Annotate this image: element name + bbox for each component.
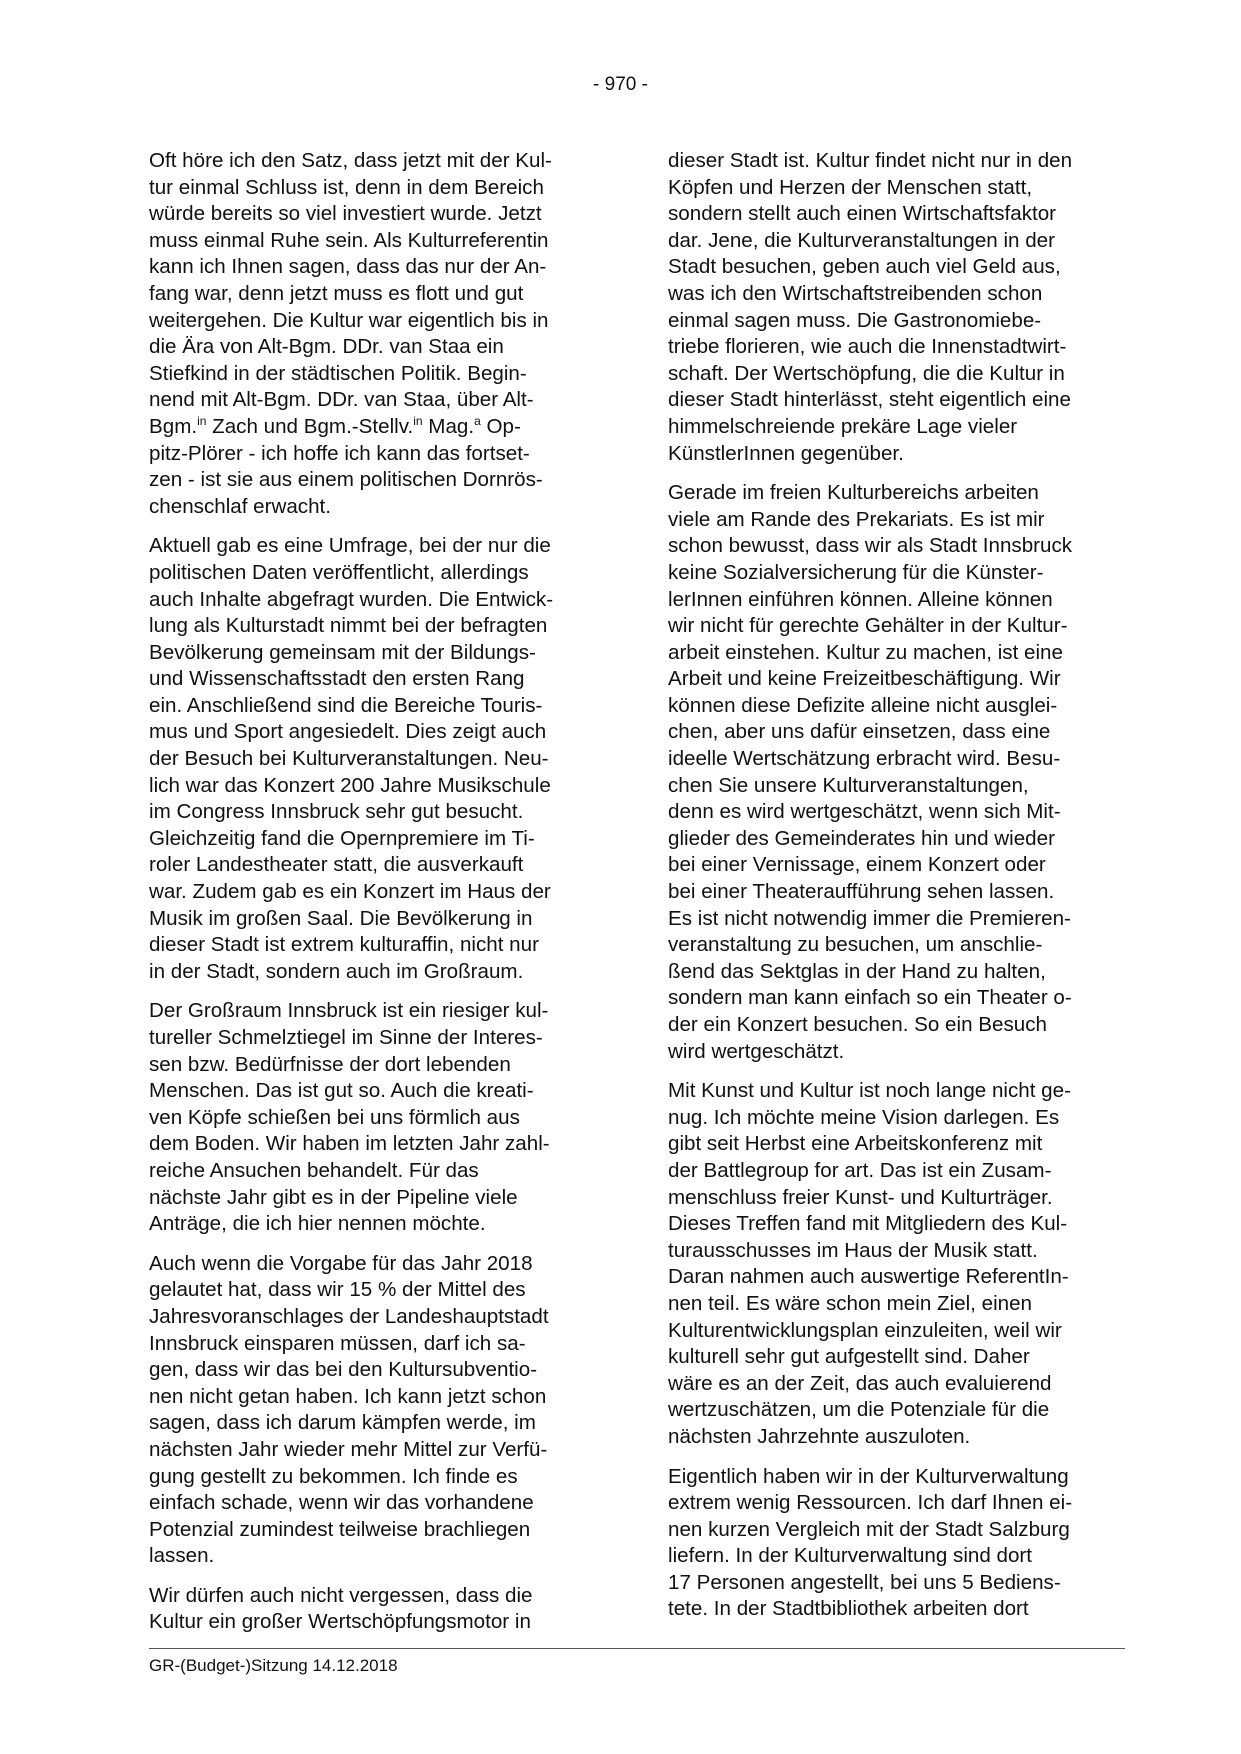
- paragraph: [149, 1251, 599, 1570]
- text-line: lung als Kulturstadt nimmt bei der befragten: [149, 614, 548, 638]
- text-line: gung gestellt zu bekommen. Ich finde es: [149, 1464, 518, 1488]
- text-line: würde bereits so viel investiert wurde. Jetzt: [149, 202, 542, 226]
- text-line: menschluss freier Kunst- und Kulturträger.: [668, 1185, 1053, 1209]
- text-line: Eigentlich haben wir in der Kulturverwaltung: [668, 1464, 1069, 1488]
- text-line: wird wertgeschätzt.: [668, 1039, 845, 1063]
- text-line: weitergehen. Die Kultur war eigentlich bis in: [149, 308, 549, 332]
- text-line: Gerade im freien Kulturbereichs arbeiten: [668, 481, 1039, 505]
- superscript: in: [197, 413, 207, 428]
- text-line: sen bzw. Bedürfnisse der dort lebenden: [149, 1052, 511, 1076]
- text-line: in der Stadt, sondern auch im Großraum.: [149, 959, 524, 983]
- text-line: fang war, denn jetzt muss es flott und gut: [149, 281, 524, 305]
- text-line: lassen.: [149, 1544, 215, 1568]
- text-line: was ich den Wirtschaftstreibenden schon: [668, 281, 1043, 305]
- text-line: kann ich Ihnen sagen, dass das nur der An-: [149, 255, 547, 279]
- text-line: Dieses Treffen fand mit Mitgliedern des Kul-: [668, 1212, 1068, 1236]
- text-line: roler Landestheater statt, die ausverkauft: [149, 853, 524, 877]
- text-line: nen kurzen Vergleich mit der Stadt Salzburg: [668, 1517, 1070, 1541]
- page-number: - 970 -: [593, 74, 648, 95]
- text-line: wertzuschätzen, um die Potenziale für die: [668, 1398, 1050, 1422]
- text-line: schon bewusst, dass wir als Stadt Innsbruck: [668, 534, 1073, 558]
- text-line: extrem wenig Ressourcen. Ich darf Ihnen ei-: [668, 1491, 1073, 1515]
- left-column: [149, 148, 599, 1649]
- text-line: dieser Stadt ist extrem kulturaffin, nicht nur: [149, 933, 539, 957]
- text-line: Kultur ein großer Wertschöpfungsmotor in: [149, 1610, 531, 1634]
- text-line: dieser Stadt hinterlässt, steht eigentlich eine: [668, 388, 1071, 412]
- text-line: tur einmal Schluss ist, denn in dem Bereich: [149, 175, 544, 199]
- text-line: und Wissenschaftsstadt den ersten Rang: [149, 667, 525, 691]
- text-line: nen nicht getan haben. Ich kann jetzt schon: [149, 1384, 547, 1408]
- text-line: Stiefkind in der städtischen Politik. Begin-: [149, 361, 527, 385]
- text-line: liefern. In der Kulturverwaltung sind dort: [668, 1544, 1033, 1568]
- text-line: die Ära von Alt-Bgm. DDr. van Staa ein: [149, 335, 504, 359]
- text-line: Es ist nicht notwendig immer die Premieren-: [668, 906, 1071, 930]
- text-line: auch Inhalte abgefragt wurden. Die Entwick-: [149, 587, 554, 611]
- text-line: einmal sagen muss. Die Gastronomiebe-: [668, 308, 1042, 332]
- text-line: einfach schade, wenn wir das vorhandene: [149, 1491, 534, 1515]
- paragraph: [149, 148, 599, 520]
- text-line: gen, dass wir das bei den Kultursubventio-: [149, 1358, 538, 1382]
- text-line: Jahresvoranschlages der Landeshauptstadt: [149, 1304, 549, 1328]
- footer-text: GR-(Budget-)Sitzung 14.12.2018: [149, 1656, 398, 1675]
- text-line: Oft höre ich den Satz, dass jetzt mit der Kul-: [149, 149, 552, 172]
- text-line: chen, aber uns dafür einsetzen, dass eine: [668, 720, 1051, 744]
- text-line: chenschlaf erwacht.: [149, 494, 332, 518]
- paragraph: [668, 148, 1123, 467]
- text-line: nen teil. Es wäre schon mein Ziel, einen: [668, 1291, 1033, 1315]
- text-line: chen Sie unsere Kulturveranstaltungen,: [668, 773, 1029, 797]
- paragraph: [149, 533, 599, 985]
- text-line: veranstaltung zu besuchen, um anschlie-: [668, 933, 1043, 957]
- text-line: politischen Daten veröffentlicht, allerdings: [149, 560, 529, 584]
- superscript: in: [413, 413, 423, 428]
- text-line: nug. Ich möchte meine Vision darlegen. Es: [668, 1105, 1060, 1129]
- text-line: ven Köpfe schießen bei uns förmlich aus: [149, 1105, 520, 1129]
- text-line: können diese Defizite alleine nicht ausglei-: [668, 693, 1058, 717]
- text-line: himmelschreiende prekäre Lage vieler: [668, 414, 1018, 438]
- text-line: lich war das Konzert 200 Jahre Musikschule: [149, 773, 551, 797]
- paragraph: [668, 1464, 1123, 1624]
- text-line: denn es wird wertgeschätzt, wenn sich Mit-: [668, 800, 1061, 824]
- text-line: Potenzial zumindest teilweise brachliegen: [149, 1517, 531, 1541]
- footer-rule: [149, 1648, 1125, 1649]
- paragraph: [149, 998, 599, 1237]
- text-line: pitz-Plörer - ich hoffe ich kann das fortset-: [149, 441, 530, 465]
- text-line: Menschen. Das ist gut so. Auch die kreati-: [149, 1079, 534, 1103]
- text-line: der ein Konzert besuchen. So ein Besuch: [668, 1013, 1047, 1036]
- text-line: bei einer Theateraufführung sehen lassen.: [668, 880, 1055, 904]
- text-line: Gleichzeitig fand die Opernpremiere im Ti-: [149, 826, 535, 850]
- paragraph: [668, 480, 1123, 1065]
- text-line: Daran nahmen auch auswertige ReferentIn-: [668, 1265, 1069, 1289]
- text-line: dar. Jene, die Kulturveranstaltungen in der: [668, 228, 1055, 252]
- text-line: KünstlerInnen gegenüber.: [668, 441, 904, 465]
- superscript: a: [474, 413, 481, 428]
- text-line: im Congress Innsbruck sehr gut besucht.: [149, 800, 524, 824]
- text-line: nächste Jahr gibt es in der Pipeline viele: [149, 1185, 518, 1209]
- text-line: Kulturentwicklungsplan einzuleiten, weil wir: [668, 1318, 1062, 1342]
- text-line: ein. Anschließend sind die Bereiche Touris-: [149, 693, 543, 717]
- text-line: Innsbruck einsparen müssen, darf ich sa-: [149, 1331, 526, 1355]
- text-line: ideelle Wertschätzung erbracht wird. Besu-: [668, 747, 1061, 771]
- text-line: Musik im großen Saal. Die Bevölkerung in: [149, 906, 533, 930]
- text-line: Bevölkerung gemeinsam mit der Bildungs-: [149, 640, 536, 664]
- text-line: gelautet hat, dass wir 15 % der Mittel des: [149, 1278, 526, 1302]
- text-line: Mit Kunst und Kultur ist noch lange nicht ge-: [668, 1079, 1071, 1103]
- text-line: dieser Stadt ist. Kultur findet nicht nur in den: [668, 149, 1073, 172]
- text-line: sondern man kann einfach so ein Theater o-: [668, 986, 1072, 1010]
- text-line: der Besuch bei Kulturveranstaltungen. Neu-: [149, 747, 549, 771]
- text-line: Aktuell gab es eine Umfrage, bei der nur die: [149, 534, 551, 558]
- text-line: Wir dürfen auch nicht vergessen, dass die: [149, 1583, 533, 1607]
- text-line: dem Boden. Wir haben im letzten Jahr zahl-: [149, 1132, 550, 1156]
- text-line: Arbeit und keine Freizeitbeschäftigung. Wir: [668, 667, 1061, 691]
- text-line: ßend das Sektglas in der Hand zu halten,: [668, 959, 1046, 983]
- text-line: Anträge, die ich hier nennen möchte.: [149, 1212, 486, 1236]
- text-line: turausschusses im Haus der Musik statt.: [668, 1238, 1038, 1262]
- text-line: der Battlegroup for art. Das ist ein Zusam-: [668, 1158, 1052, 1182]
- text-line: zen - ist sie aus einem politischen Dornrös-: [149, 468, 543, 492]
- text-line: Stadt besuchen, geben auch viel Geld aus,: [668, 255, 1061, 279]
- text-line: 17 Personen angestellt, bei uns 5 Bediens-: [668, 1570, 1061, 1594]
- text-line: war. Zudem gab es ein Konzert im Haus der: [149, 880, 551, 904]
- text-line: glieder des Gemeinderates hin und wieder: [668, 826, 1055, 850]
- text-line: nächsten Jahr wieder mehr Mittel zur Verfü-: [149, 1437, 548, 1461]
- text-line: viele am Rande des Prekariats. Es ist mir: [668, 507, 1045, 531]
- text-line: triebe florieren, wie auch die Innenstadtwirt-: [668, 335, 1067, 359]
- text-line: sagen, dass ich darum kämpfen werde, im: [149, 1411, 536, 1435]
- text-line: mus und Sport angesiedelt. Dies zeigt auch: [149, 720, 547, 744]
- text-line: lerInnen einführen können. Alleine können: [668, 587, 1053, 611]
- text-line: sondern stellt auch einen Wirtschaftsfaktor: [668, 202, 1057, 226]
- text-line: wäre es an der Zeit, das auch evaluierend: [668, 1371, 1052, 1395]
- text-line: Köpfen und Herzen der Menschen statt,: [668, 175, 1033, 199]
- text-line: bei einer Vernissage, einem Konzert oder: [668, 853, 1046, 877]
- text-line: schaft. Der Wertschöpfung, die die Kultur in: [668, 361, 1065, 385]
- text-line: gibt seit Herbst eine Arbeitskonferenz mit: [668, 1132, 1043, 1156]
- text-line: kulturell sehr gut aufgestellt sind. Daher: [668, 1345, 1030, 1369]
- paragraph: [668, 1078, 1123, 1450]
- text-line: nend mit Alt-Bgm. DDr. van Staa, über Alt-: [149, 388, 534, 412]
- text-line: keine Sozialversicherung für die Künster-: [668, 560, 1044, 584]
- text-line: tureller Schmelztiegel im Sinne der Interes-: [149, 1026, 543, 1049]
- text-line: reiche Ansuchen behandelt. Für das: [149, 1158, 479, 1182]
- text-line: arbeit einstehen. Kultur zu machen, ist eine: [668, 640, 1063, 664]
- text-line: Auch wenn die Vorgabe für das Jahr 2018: [149, 1251, 533, 1275]
- text-line: tete. In der Stadtbibliothek arbeiten dort: [668, 1597, 1029, 1621]
- text-line: nächsten Jahrzehnte auszuloten.: [668, 1424, 971, 1448]
- text-line: wir nicht für gerechte Gehälter in der Kultur-: [668, 614, 1068, 638]
- text-line: muss einmal Ruhe sein. Als Kulturreferentin: [149, 228, 549, 252]
- text-line: Der Großraum Innsbruck ist ein riesiger kul-: [149, 999, 549, 1023]
- paragraph: [149, 1583, 599, 1636]
- right-column: [668, 148, 1123, 1636]
- text-line: Bgm.$^{in}$ Zach und Bgm.-Stellv.$^{in}$ Mag.$^a$ Op-: [149, 413, 521, 438]
